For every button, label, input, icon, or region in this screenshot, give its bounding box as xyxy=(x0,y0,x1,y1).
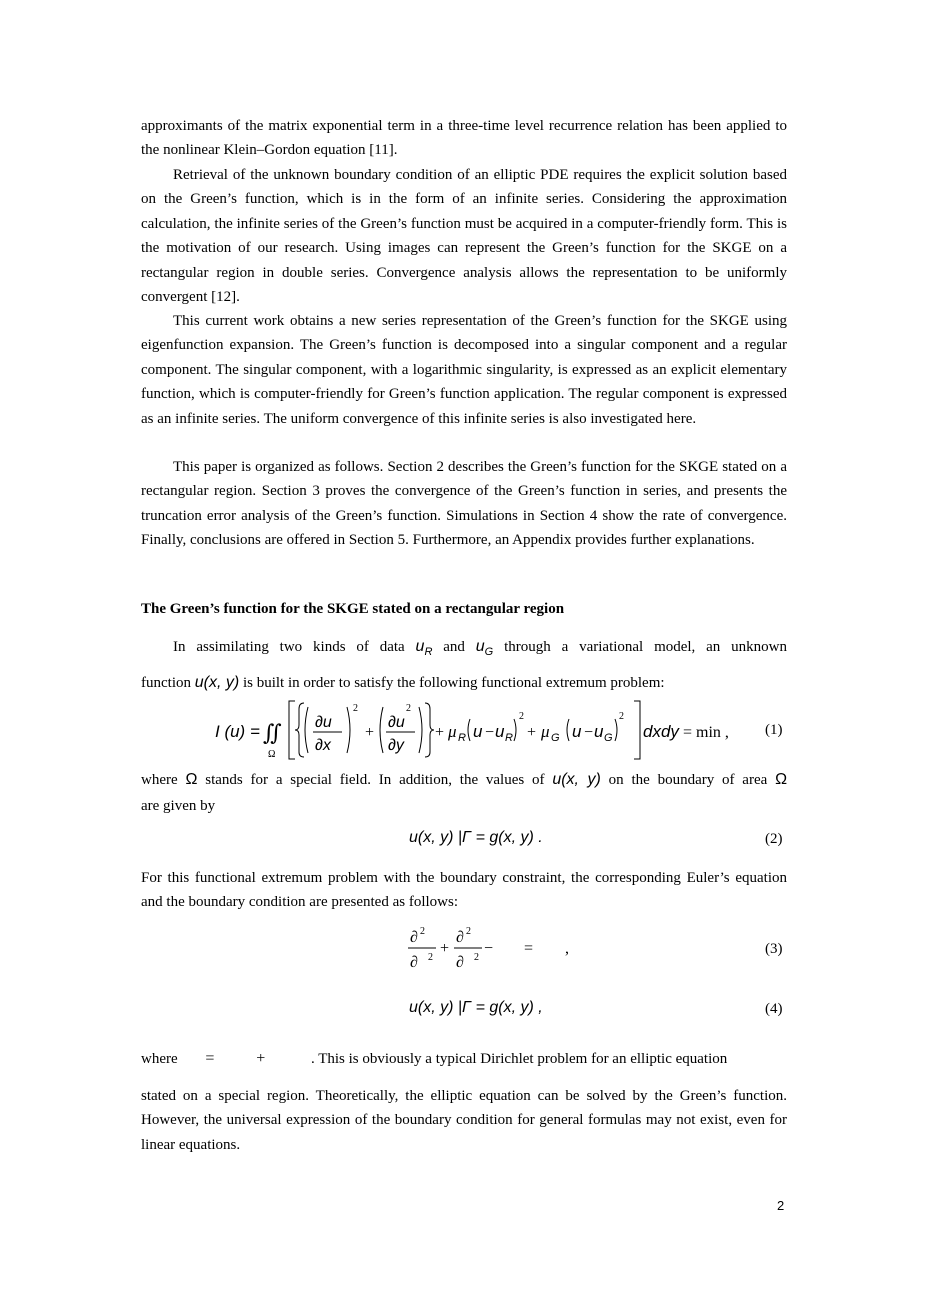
func-text-a: function xyxy=(141,675,191,691)
eq1-mu-G-sub: G xyxy=(551,732,560,744)
equation-2: u(x, y) |Γ = g(x, y) . xyxy=(409,829,543,846)
final-paragraph: stated on a special region. Theoretically, the elliptic equation can be solved by the Green’s function. However, the universal expression of the boundary condition for general formulas may not exist, even for linear equations. xyxy=(141,1088,787,1153)
equation-3 xyxy=(400,922,600,974)
function-line xyxy=(141,671,665,695)
eq1-du-2: ∂u xyxy=(388,714,405,731)
paragraph-4: This paper is organized as follows. Section 2 describes the Green’s function for the SKGE stated on a rectangular region. Section 3 proves the convergence of the Green’s function in series, and presents the truncation error analysis of the Green’s function. Simulations in Section 4 show the rate of convergence. Finally, conclusions are offered in Section 5. Furthermore, an Appendix provides further explanations. xyxy=(141,459,787,549)
eq1-u-1: u xyxy=(473,722,483,741)
eq3-sq-4: 2 xyxy=(474,952,479,963)
eq1-paren-1-left xyxy=(305,707,308,753)
equation-number-2: (2) xyxy=(765,831,783,847)
equation-number-4: (4) xyxy=(765,1001,783,1017)
assimilating-line xyxy=(141,635,787,664)
eq1-integral: ∬ xyxy=(263,720,282,745)
eq1-u-R: u xyxy=(495,722,505,741)
equation-number-3: (3) xyxy=(765,941,783,957)
eq1-paren-4-left xyxy=(567,719,569,741)
given-by-line: are given by xyxy=(141,798,216,814)
eq1-right-brace xyxy=(425,703,434,757)
where-dirichlet-line xyxy=(141,1047,787,1071)
eq1-mu-R: μ xyxy=(448,722,457,741)
eq1-right-bracket xyxy=(634,701,640,759)
eq3-plus: + xyxy=(440,940,450,957)
eq1-minus-2: − xyxy=(584,724,594,741)
eq1-minus-1: − xyxy=(485,724,495,741)
symbol-uR: $u_R$ xyxy=(415,638,433,659)
eq1-paren-2-right xyxy=(419,707,422,753)
where2-plus: + xyxy=(256,1050,266,1067)
where2-equals: = xyxy=(205,1050,215,1067)
paragraph-1: approximants of the matrix exponential term in a three-time level recurrence relation has been applied to the nonlinear Klein–Gordon equation [11]. xyxy=(141,118,787,159)
assim-text-a: In assimilating two kinds of data xyxy=(173,639,405,655)
section-heading: The Green’s function for the SKGE stated on a rectangular region xyxy=(141,601,565,617)
eq1-dx: ∂x xyxy=(315,737,331,754)
eq1-plus-1: + xyxy=(365,724,375,741)
eq1-dy: ∂y xyxy=(388,737,404,754)
eq1-domain: Ω xyxy=(268,749,276,760)
eq1-plus-2: + xyxy=(435,724,445,741)
equation-4: u(x, y) |Γ = g(x, y) , xyxy=(409,999,543,1016)
eq1-paren-3-right xyxy=(514,719,516,741)
func-text-b: is built in order to satisfy the following functional extremum problem: xyxy=(242,675,665,691)
eq1-lhs: I (u) = xyxy=(215,722,260,741)
eq3-sq-1: 2 xyxy=(420,926,425,937)
symbol-u-xy-2: u(x, y) xyxy=(552,771,601,788)
symbol-omega-1: Ω xyxy=(185,771,198,788)
symbol-u-xy: u(x, y) xyxy=(194,674,240,691)
eq1-sq-3: 2 xyxy=(519,711,524,722)
eq3-minus: − xyxy=(484,940,494,957)
eq1-mu-R-sub: R xyxy=(458,732,466,744)
symbol-uG: $u_G$ xyxy=(475,638,494,659)
eq1-mu-G: μ xyxy=(541,722,550,741)
eq3-partial-4: ∂ xyxy=(456,954,464,971)
assim-text-b: through a variational model, an unknown xyxy=(504,639,787,655)
eq1-rhs: = min , xyxy=(683,724,729,741)
eq1-left-bracket xyxy=(289,701,295,759)
eq3-sq-3: 2 xyxy=(466,926,471,937)
eq1-sq-2: 2 xyxy=(406,703,411,714)
eq1-paren-3-left xyxy=(468,719,470,741)
eq1-paren-2-left xyxy=(380,707,383,753)
eq1-u-G: u xyxy=(594,722,604,741)
eq1-sq-4: 2 xyxy=(619,711,624,722)
eq1-paren-1-right xyxy=(347,707,350,753)
eq1-du-1: ∂u xyxy=(315,714,332,731)
euler-paragraph: For this functional extremum problem with the boundary constraint, the corresponding Euler’s equation and the boundary condition are presented as follows: xyxy=(141,870,787,911)
eq3-sq-2: 2 xyxy=(428,952,433,963)
where1-text-b: stands for a special field. In addition, the values of xyxy=(205,772,545,788)
equation-1 xyxy=(205,697,750,765)
eq1-left-brace xyxy=(295,703,304,757)
eq1-u-2: u xyxy=(572,722,582,741)
symbol-omega-2: Ω xyxy=(775,771,788,788)
where2-text-a: where xyxy=(141,1051,178,1067)
where2-text-b: . This is obviously a typical Dirichlet problem for an elliptic equation xyxy=(310,1051,728,1067)
paragraph-3: This current work obtains a new series representation of the Green’s function for the SKGE using eigenfunction expansion. The Green’s function is decomposed into a singular component and a regular component. The singular component, with a logarithmic singularity, is expressed as an explicit elementary function, which is computer-friendly for Green’s function application. The regular component is expressed as an infinite series. The uniform convergence of this infinite series is also investigated here. xyxy=(141,313,787,427)
eq3-partial-1: ∂ xyxy=(410,929,418,946)
equation-number-1: (1) xyxy=(765,722,783,738)
eq3-equals: = xyxy=(524,940,534,957)
eq1-u-R-sub: R xyxy=(505,732,513,744)
eq1-sq-1: 2 xyxy=(353,703,358,714)
eq3-partial-2: ∂ xyxy=(410,954,418,971)
page-number: 2 xyxy=(777,1198,785,1213)
eq1-plus-3: + xyxy=(527,724,537,741)
paragraph-2: Retrieval of the unknown boundary condition of an elliptic PDE requires the explicit solution based on the Green’s function, which is in the form of an infinite series. Considering the approximation calculation, the infinite series of the Green’s function must be acquired in a computer-friendly form. This is the motivation of our research. Using images can represent the Green’s function for the SKGE on a rectangular region in double series. Convergence analysis allows the representation to be uniformly convergent [12]. xyxy=(141,167,787,306)
eq3-partial-3: ∂ xyxy=(456,929,464,946)
where-omega-line xyxy=(141,768,787,792)
where1-text-a: where xyxy=(141,772,178,788)
eq1-u-G-sub: G xyxy=(604,732,613,744)
eq1-paren-4-right xyxy=(615,719,617,741)
eq3-comma: , xyxy=(565,940,569,957)
where1-text-c: on the boundary of area xyxy=(608,772,768,788)
assim-text-and: and xyxy=(443,639,465,655)
eq1-dxdy: dxdy xyxy=(643,722,679,741)
